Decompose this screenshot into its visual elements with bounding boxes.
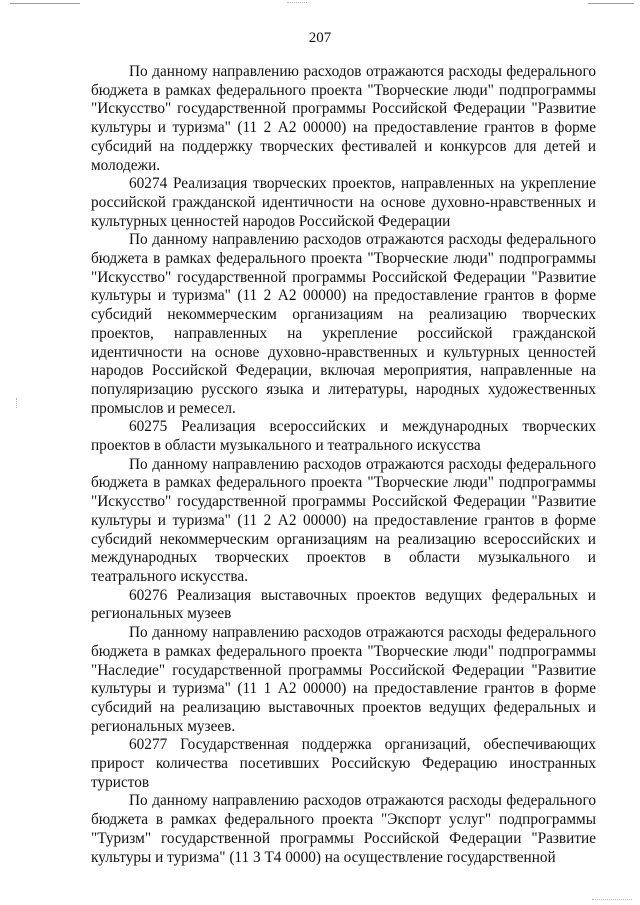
scan-margin-mark [16, 398, 19, 408]
paragraph-body: По данному направлению расходов отражаются расходы федерального бюджета в рамках федерального проекта "Творческие люди" подпрограммы "Искусство" государственной программы Российской Федерации "Развитие культуры и туризма" (11 2 А2 00000) на предоставление грантов в форме субсидий на поддержку творческих фестивалей и конкурсов для детей и молодежи. [91, 63, 596, 174]
paragraph-heading-60276: 60276 Реализация выставочных проектов ведущих федеральных и региональных музеев [91, 586, 596, 623]
paragraph-body: По данному направлению расходов отражаются расходы федерального бюджета в рамках федерального проекта "Творческие люди" подпрограммы "Искусство" государственной программы Российской Федерации "Развитие культуры и туризма" (11 2 А2 00000) на предоставление грантов в форме субсидий некоммерческим организациям на реализацию творческих проектов, направленных на укрепление российской гражданской идентичности на основе духовно-нравственных и культурных ценностей народов Российской Федерации, включая мероприятия, направленные на популяризацию русского языка и литературы, народных художественных промыслов и ремесел. [91, 231, 596, 417]
document-body [91, 63, 596, 867]
paragraph-body: По данному направлению расходов отражаются расходы федерального бюджета в рамках федерального проекта "Творческие люди" подпрограммы "Искусство" государственной программы Российской Федерации "Развитие культуры и туризма" (11 2 А2 00000) на предоставление грантов в форме субсидий некоммерческим организациям на реализацию всероссийских и международных творческих проектов в области музыкального и театрального искусства. [91, 455, 596, 585]
paragraph-heading-60277: 60277 Государственная поддержка организаций, обеспечивающих прирост количества посетивших Российскую Федерацию иностранных туристов [91, 736, 596, 791]
paragraph-body: По данному направлению расходов отражаются расходы федерального бюджета в рамках федерального проекта "Экспорт услуг" подпрограммы "Туризм" государственной программы Российской Федерации "Развитие культуры и туризма" (11 3 Т4 0000) на осуществление государственной [91, 792, 596, 866]
scan-edge-mark [287, 0, 307, 3]
page-number: 207 [308, 30, 332, 46]
paragraph-heading-60275: 60275 Реализация всероссийских и международных творческих проектов в области музыкального и театрального искусства [91, 418, 596, 455]
scan-corner-mark [592, 898, 632, 900]
paragraph-heading-60274: 60274 Реализация творческих проектов, направленных на укрепление российской гражданской идентичности на основе духовно-нравственных и культурных ценностей народов Российской Федерации [91, 175, 596, 230]
scan-edge-line [588, 3, 634, 4]
scan-edge-line [10, 3, 80, 4]
paragraph-body: По данному направлению расходов отражаются расходы федерального бюджета в рамках федерального проекта "Творческие люди" подпрограммы "Наследие" государственной программы Российской Федерации "Развитие культуры и туризма" (11 1 А2 00000) на предоставление грантов в форме субсидий на реализацию выставочных проектов ведущих федеральных и региональных музеев. [91, 624, 596, 735]
